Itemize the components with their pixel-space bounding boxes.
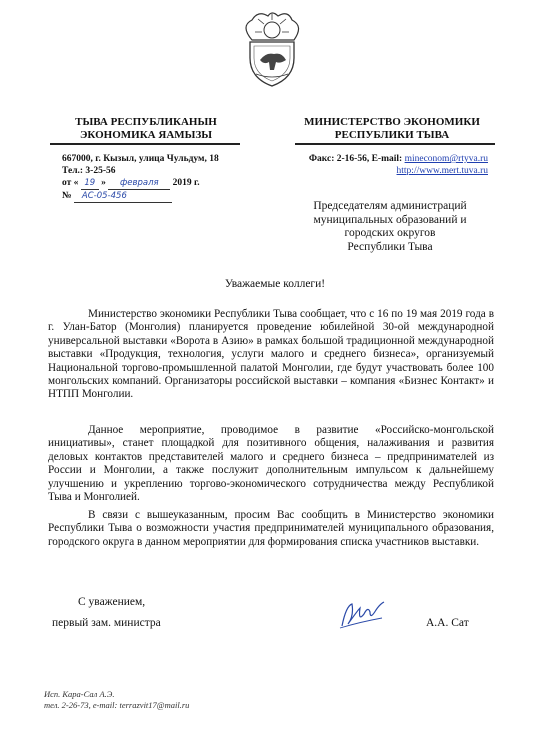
body-paragraph-3: В связи с вышеуказанным, просим Вас сообщить в Министерство экономики Республики Тыва о возможности участия предпринимателей муниципального образования, городского округа в данном мероприятии для формирования списка участников выставки. (48, 509, 494, 548)
signer-position: первый зам. министра (52, 617, 161, 629)
number-value: АС-05-456 (74, 190, 172, 203)
signature-icon (336, 596, 388, 634)
date-mid: » (101, 178, 106, 188)
header-divider-left (50, 143, 240, 145)
executor-name: Исп. Кара-Сал А.Э. (44, 689, 115, 699)
website-line (300, 165, 488, 177)
signer-name: А.А. Сат (426, 617, 469, 629)
letter-date (62, 177, 219, 190)
header-divider-right (295, 143, 495, 145)
coat-of-arms-emblem-icon (236, 8, 308, 90)
date-year: 2019 г. (172, 178, 200, 188)
number-label: № (62, 191, 72, 201)
sender-contacts (300, 153, 488, 177)
sender-street: 667000, г. Кызыл, улица Чульдум, 18 (62, 154, 219, 164)
fax-label: Факс: 2-16-56, E-mail: (308, 154, 403, 164)
addressee-line: Председателям администраций (313, 200, 467, 212)
addressee-block (280, 200, 500, 254)
closing-phrase: С уважением, (78, 596, 146, 608)
fax-email-line (300, 153, 488, 165)
addressee-line: муниципальных образований и (313, 213, 467, 226)
body-paragraph-1: Министерство экономики Республики Тыва сообщает, что с 16 по 19 мая 2019 года в г. Улан-Батор (Монголия) планируется проведение юбилейной 30-ой международной универсальной выставки «Ворота в Азию» в рамках большой традиционной международной выставки «Продукция, технология, услуги малого и среднего бизнеса», организуемый Национальной торгово-промышленной палатой Монголии, где будут участвовать более 100 монгольских компаний. Организаторы российской выставки – компания «Бизнес Контакт» и НТПП Монголии. (48, 308, 494, 401)
body-paragraph-2: Данное мероприятие, проводимое в развитие «Российско-монгольской инициативы», станет площадкой для позитивного общения, налаживания и развития деловых контактов представителей малого и среднего бизнеса – предпринимателей из России и Монголии, а также послужит дополнительным импульсом к дальнейшему улучшению и укреплению торгово-экономического сотрудничества между Республикой Тыва и Монголией. (48, 424, 494, 504)
header-tuvan-line2: ЭКОНОМИКА ЯАМЫЗЫ (79, 129, 213, 141)
greeting: Уважаемые коллеги! (224, 278, 326, 290)
header-tuvan-name (66, 116, 226, 142)
email-link[interactable]: mineconom@rtyva.ru (404, 154, 488, 164)
addressee-line: городских округов (344, 227, 436, 239)
sender-address-block (62, 153, 219, 203)
executor-contact: тел. 2-26-73, e-mail: terrazvit17@mail.ru (44, 700, 190, 710)
date-prefix: от « (62, 178, 79, 188)
website-link[interactable]: http://www.mert.tuva.ru (396, 166, 488, 176)
header-russian-name (300, 116, 484, 142)
executor-footer (44, 689, 189, 711)
date-month: февраля (108, 177, 170, 190)
addressee-line: Республики Тыва (347, 240, 433, 253)
header-russian-line1: МИНИСТЕРСТВО ЭКОНОМИКИ (304, 116, 480, 128)
sender-phone: Тел.: 3-25-56 (62, 166, 116, 176)
letter-number (62, 190, 219, 203)
header-russian-line2: РЕСПУБЛИКИ ТЫВА (334, 129, 450, 141)
header-tuvan-line1: ТЫВА РЕСПУБЛИКАНЫН (75, 116, 217, 128)
date-day: 19 (81, 177, 99, 190)
